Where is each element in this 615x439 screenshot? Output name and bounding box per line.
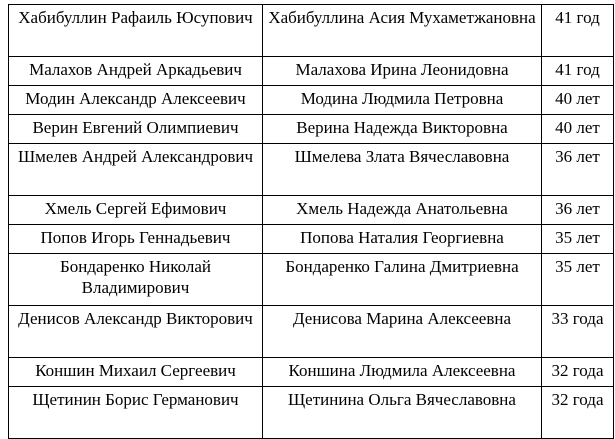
husband-name-cell: Щетинин Борис Германович — [9, 387, 263, 439]
years-together-cell: 32 года — [542, 358, 614, 387]
table-row — [9, 57, 614, 86]
husband-name-cell: Шмелев Андрей Александрович — [9, 144, 263, 196]
table-row — [9, 306, 614, 358]
years-together-cell: 36 лет — [542, 196, 614, 225]
years-together-cell: 41 год — [542, 57, 614, 86]
husband-name-cell: Попов Игорь Геннадьевич — [9, 225, 263, 254]
table-row — [9, 254, 614, 306]
husband-name-cell: Бондаренко Николай Владимирович — [9, 254, 263, 306]
years-together-cell: 35 лет — [542, 225, 614, 254]
husband-name-cell: Модин Александр Алексеевич — [9, 86, 263, 115]
husband-name-cell: Хмель Сергей Ефимович — [9, 196, 263, 225]
husband-name-cell: Коншин Михаил Сергеевич — [9, 358, 263, 387]
wife-name-cell: Хабибуллина Асия Мухаметжановна — [263, 5, 542, 57]
years-together-cell: 33 года — [542, 306, 614, 358]
husband-name-cell: Денисов Александр Викторович — [9, 306, 263, 358]
wife-name-cell: Бондаренко Галина Дмитриевна — [263, 254, 542, 306]
wife-name-cell: Малахова Ирина Леонидовна — [263, 57, 542, 86]
wife-name-cell: Модина Людмила Петровна — [263, 86, 542, 115]
wife-name-cell: Шмелева Злата Вячеславовна — [263, 144, 542, 196]
table-row — [9, 196, 614, 225]
husband-name-cell: Верин Евгений Олимпиевич — [9, 115, 263, 144]
table-row — [9, 358, 614, 387]
table-row — [9, 225, 614, 254]
years-together-cell: 35 лет — [542, 254, 614, 306]
table-row — [9, 115, 614, 144]
years-together-cell: 32 года — [542, 387, 614, 439]
wife-name-cell: Попова Наталия Георгиевна — [263, 225, 542, 254]
years-together-cell: 41 год — [542, 5, 614, 57]
wife-name-cell: Щетинина Ольга Вячеславовна — [263, 387, 542, 439]
couples-table — [8, 4, 614, 439]
years-together-cell: 36 лет — [542, 144, 614, 196]
wife-name-cell: Верина Надежда Викторовна — [263, 115, 542, 144]
table-row — [9, 144, 614, 196]
years-together-cell: 40 лет — [542, 115, 614, 144]
table-row — [9, 86, 614, 115]
wife-name-cell: Коншина Людмила Алексеевна — [263, 358, 542, 387]
wife-name-cell: Хмель Надежда Анатольевна — [263, 196, 542, 225]
years-together-cell: 40 лет — [542, 86, 614, 115]
husband-name-cell: Малахов Андрей Аркадьевич — [9, 57, 263, 86]
husband-name-cell: Хабибуллин Рафаиль Юсупович — [9, 5, 263, 57]
table-row — [9, 387, 614, 439]
table-row — [9, 5, 614, 57]
wife-name-cell: Денисова Марина Алексеевна — [263, 306, 542, 358]
